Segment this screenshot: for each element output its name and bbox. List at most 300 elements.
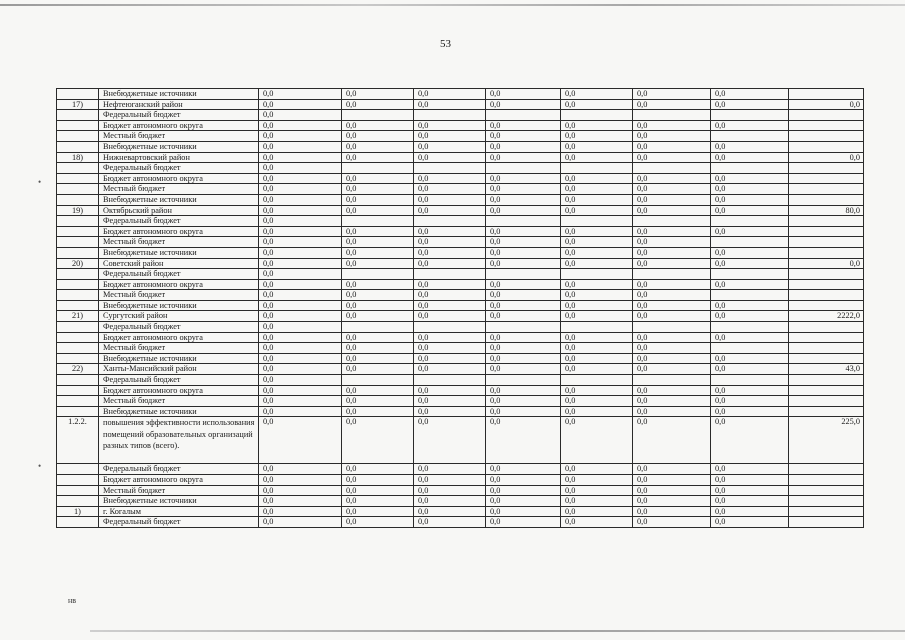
value-cell: 0,0 (342, 475, 414, 486)
value-cell (561, 110, 633, 121)
margin-dot-mark: • (38, 177, 42, 187)
value-cell: 0,0 (259, 89, 342, 100)
table-row (57, 475, 864, 486)
value-cell: 0,0 (414, 506, 486, 517)
value-cell (414, 110, 486, 121)
row-number-cell (57, 163, 99, 174)
value-cell: 0,0 (259, 311, 342, 322)
value-cell: 0,0 (259, 120, 342, 131)
value-cell: 0,0 (633, 385, 711, 396)
value-cell: 0,0 (414, 152, 486, 163)
row-name-cell: Федеральный бюджет (99, 464, 259, 475)
value-cell: 0,0 (259, 364, 342, 375)
table-row (57, 364, 864, 375)
value-cell: 0,0 (259, 396, 342, 407)
row-name-cell: Внебюджетные источники (99, 300, 259, 311)
value-cell (486, 269, 561, 280)
value-cell: 0,0 (561, 406, 633, 417)
value-cell: 0,0 (561, 237, 633, 248)
value-cell: 0,0 (711, 152, 789, 163)
value-cell: 0,0 (711, 496, 789, 507)
value-cell: 0,0 (633, 506, 711, 517)
row-name-cell: повышения эффективности использования помещений образовательных организаций разных типов (всего). (99, 417, 259, 464)
value-cell: 0,0 (414, 89, 486, 100)
value-cell: 0,0 (561, 89, 633, 100)
value-cell (486, 375, 561, 386)
value-cell (711, 375, 789, 386)
value-cell: 0,0 (633, 406, 711, 417)
row-name-cell: Местный бюджет (99, 131, 259, 142)
table-row (57, 343, 864, 354)
value-cell: 0,0 (711, 475, 789, 486)
value-cell (633, 163, 711, 174)
value-cell: 0,0 (486, 290, 561, 301)
value-cell: 0,0 (486, 247, 561, 258)
value-cell: 0,0 (342, 290, 414, 301)
value-cell: 0,0 (561, 517, 633, 528)
row-name-cell: Местный бюджет (99, 290, 259, 301)
value-cell: 0,0 (633, 131, 711, 142)
value-cell: 0,0 (259, 475, 342, 486)
row-name-cell: Бюджет автономного округа (99, 120, 259, 131)
value-cell: 0,0 (342, 332, 414, 343)
row-name-cell: Бюджет автономного округа (99, 226, 259, 237)
row-name-cell: Внебюджетные источники (99, 141, 259, 152)
value-cell: 0,0 (414, 396, 486, 407)
row-name-cell: Местный бюджет (99, 237, 259, 248)
value-cell: 0,0 (633, 141, 711, 152)
value-cell (711, 131, 789, 142)
value-cell: 0,0 (561, 99, 633, 110)
value-cell: 0,0 (414, 311, 486, 322)
value-cell: 0,0 (414, 364, 486, 375)
value-cell: 0,0 (561, 475, 633, 486)
value-cell: 0,0 (414, 279, 486, 290)
value-cell: 0,0 (414, 173, 486, 184)
value-cell: 0,0 (561, 290, 633, 301)
row-number-cell: 19) (57, 205, 99, 216)
value-cell: 0,0 (259, 332, 342, 343)
value-cell: 0,0 (486, 396, 561, 407)
value-cell: 0,0 (486, 485, 561, 496)
value-cell: 0,0 (633, 464, 711, 475)
value-cell: 0,0 (342, 120, 414, 131)
value-cell: 0,0 (486, 506, 561, 517)
value-cell (789, 300, 864, 311)
value-cell: 0,0 (561, 396, 633, 407)
value-cell: 0,0 (561, 258, 633, 269)
row-name-cell: Нефтеюганский район (99, 99, 259, 110)
value-cell: 0,0 (711, 258, 789, 269)
value-cell: 0,0 (342, 141, 414, 152)
value-cell: 0,0 (561, 184, 633, 195)
table-row (57, 417, 864, 464)
value-cell (789, 141, 864, 152)
row-name-cell: г. Когалым (99, 506, 259, 517)
value-cell: 0,0 (561, 343, 633, 354)
value-cell (414, 269, 486, 280)
value-cell (711, 216, 789, 227)
table-row (57, 184, 864, 195)
value-cell: 0,0 (711, 173, 789, 184)
value-cell: 80,0 (789, 205, 864, 216)
value-cell (789, 343, 864, 354)
value-cell: 0,0 (561, 506, 633, 517)
value-cell: 0,0 (414, 99, 486, 110)
table-row (57, 385, 864, 396)
value-cell: 0,0 (486, 141, 561, 152)
value-cell: 0,0 (342, 364, 414, 375)
value-cell: 0,0 (259, 110, 342, 121)
row-number-cell (57, 385, 99, 396)
value-cell (414, 375, 486, 386)
value-cell: 0,0 (633, 247, 711, 258)
table-row (57, 89, 864, 100)
value-cell: 0,0 (561, 131, 633, 142)
row-name-cell: Бюджет автономного округа (99, 173, 259, 184)
table-row (57, 517, 864, 528)
row-name-cell: Бюджет автономного округа (99, 279, 259, 290)
row-name-cell: Ханты-Мансийский район (99, 364, 259, 375)
row-number-cell (57, 110, 99, 121)
value-cell: 0,0 (414, 332, 486, 343)
value-cell: 0,0 (633, 396, 711, 407)
table-row (57, 506, 864, 517)
value-cell: 0,0 (711, 417, 789, 464)
value-cell: 0,0 (414, 247, 486, 258)
value-cell (789, 385, 864, 396)
value-cell: 0,0 (342, 311, 414, 322)
value-cell: 0,0 (561, 300, 633, 311)
value-cell: 0,0 (633, 343, 711, 354)
value-cell: 0,0 (561, 385, 633, 396)
value-cell (789, 163, 864, 174)
row-name-cell: Федеральный бюджет (99, 517, 259, 528)
value-cell: 0,0 (486, 385, 561, 396)
value-cell (789, 237, 864, 248)
value-cell (789, 247, 864, 258)
value-cell (789, 120, 864, 131)
value-cell (789, 375, 864, 386)
value-cell: 0,0 (711, 517, 789, 528)
value-cell: 0,0 (711, 141, 789, 152)
value-cell: 0,0 (486, 237, 561, 248)
value-cell: 0,0 (633, 496, 711, 507)
value-cell: 0,0 (342, 406, 414, 417)
value-cell (486, 110, 561, 121)
table-row (57, 247, 864, 258)
table-row (57, 311, 864, 322)
value-cell: 0,0 (414, 194, 486, 205)
value-cell: 0,0 (486, 173, 561, 184)
value-cell (711, 269, 789, 280)
row-number-cell (57, 194, 99, 205)
value-cell: 0,0 (414, 205, 486, 216)
table-row (57, 110, 864, 121)
row-number-cell (57, 353, 99, 364)
table-row (57, 290, 864, 301)
row-number-cell (57, 247, 99, 258)
value-cell (789, 279, 864, 290)
value-cell: 225,0 (789, 417, 864, 464)
budget-table (56, 88, 864, 528)
value-cell: 0,0 (561, 152, 633, 163)
row-number-cell (57, 406, 99, 417)
value-cell: 0,0 (486, 496, 561, 507)
table-row (57, 226, 864, 237)
row-number-cell (57, 496, 99, 507)
value-cell: 0,0 (486, 184, 561, 195)
value-cell: 0,0 (711, 184, 789, 195)
value-cell: 0,0 (259, 385, 342, 396)
table-row (57, 396, 864, 407)
value-cell: 0,0 (259, 269, 342, 280)
value-cell (711, 322, 789, 333)
value-cell: 0,0 (486, 332, 561, 343)
value-cell: 0,0 (486, 131, 561, 142)
value-cell: 0,0 (342, 485, 414, 496)
value-cell: 0,0 (414, 464, 486, 475)
value-cell: 0,0 (486, 89, 561, 100)
value-cell: 0,0 (342, 226, 414, 237)
row-name-cell: Октябрьский район (99, 205, 259, 216)
table-row (57, 141, 864, 152)
table-row (57, 353, 864, 364)
value-cell: 0,0 (342, 173, 414, 184)
value-cell (789, 496, 864, 507)
row-number-cell: 22) (57, 364, 99, 375)
value-cell: 0,0 (342, 300, 414, 311)
row-number-cell (57, 343, 99, 354)
row-number-cell (57, 290, 99, 301)
value-cell: 0,0 (342, 464, 414, 475)
value-cell: 0,0 (259, 417, 342, 464)
value-cell: 0,0 (259, 237, 342, 248)
value-cell (789, 396, 864, 407)
value-cell (342, 216, 414, 227)
value-cell: 0,0 (633, 364, 711, 375)
scan-bottom-edge (90, 630, 905, 632)
value-cell: 0,0 (342, 353, 414, 364)
value-cell: 0,0 (561, 247, 633, 258)
value-cell: 0,0 (259, 353, 342, 364)
value-cell: 0,0 (486, 406, 561, 417)
value-cell: 0,0 (414, 131, 486, 142)
table-row (57, 237, 864, 248)
table-row (57, 131, 864, 142)
value-cell: 0,0 (259, 322, 342, 333)
value-cell: 0,0 (633, 485, 711, 496)
value-cell: 0,0 (259, 163, 342, 174)
row-number-cell (57, 184, 99, 195)
value-cell: 0,0 (414, 343, 486, 354)
value-cell: 0,0 (561, 464, 633, 475)
row-number-cell (57, 141, 99, 152)
value-cell: 0,0 (259, 290, 342, 301)
row-number-cell (57, 120, 99, 131)
row-name-cell: Советский район (99, 258, 259, 269)
value-cell: 0,0 (259, 279, 342, 290)
value-cell: 0,0 (561, 194, 633, 205)
value-cell: 0,0 (711, 205, 789, 216)
value-cell: 0,0 (259, 496, 342, 507)
table-row (57, 120, 864, 131)
value-cell (633, 269, 711, 280)
value-cell (789, 464, 864, 475)
value-cell: 0,0 (711, 364, 789, 375)
value-cell (633, 322, 711, 333)
value-cell (789, 173, 864, 184)
row-number-cell (57, 237, 99, 248)
value-cell: 0,0 (486, 205, 561, 216)
value-cell: 0,0 (561, 332, 633, 343)
table-row (57, 163, 864, 174)
value-cell (342, 322, 414, 333)
value-cell: 0,0 (711, 406, 789, 417)
value-cell: 0,0 (711, 194, 789, 205)
value-cell: 0,0 (342, 517, 414, 528)
row-number-cell (57, 396, 99, 407)
row-number-cell: 20) (57, 258, 99, 269)
row-name-cell: Внебюджетные источники (99, 194, 259, 205)
row-name-cell: Федеральный бюджет (99, 375, 259, 386)
value-cell: 0,0 (259, 517, 342, 528)
value-cell (789, 506, 864, 517)
table-row (57, 496, 864, 507)
value-cell: 0,0 (711, 464, 789, 475)
value-cell: 0,0 (414, 237, 486, 248)
value-cell (789, 89, 864, 100)
value-cell (789, 406, 864, 417)
value-cell (561, 375, 633, 386)
value-cell: 0,0 (414, 475, 486, 486)
row-name-cell: Местный бюджет (99, 343, 259, 354)
table-row (57, 258, 864, 269)
value-cell (789, 322, 864, 333)
row-number-cell: 17) (57, 99, 99, 110)
value-cell (789, 475, 864, 486)
value-cell: 0,0 (789, 152, 864, 163)
value-cell: 0,0 (633, 258, 711, 269)
value-cell: 0,0 (414, 385, 486, 396)
table-row (57, 322, 864, 333)
value-cell (561, 216, 633, 227)
value-cell: 0,0 (259, 152, 342, 163)
value-cell: 0,0 (414, 496, 486, 507)
value-cell (789, 269, 864, 280)
value-cell: 0,0 (414, 120, 486, 131)
value-cell: 0,0 (414, 300, 486, 311)
row-number-cell (57, 464, 99, 475)
value-cell: 0,0 (259, 258, 342, 269)
value-cell (789, 226, 864, 237)
table-row (57, 205, 864, 216)
value-cell: 0,0 (711, 99, 789, 110)
value-cell (342, 163, 414, 174)
value-cell: 0,0 (711, 332, 789, 343)
value-cell: 0,0 (711, 385, 789, 396)
value-cell: 0,0 (342, 417, 414, 464)
value-cell: 0,0 (486, 300, 561, 311)
value-cell: 0,0 (633, 517, 711, 528)
table-row (57, 279, 864, 290)
value-cell: 0,0 (633, 226, 711, 237)
value-cell (711, 290, 789, 301)
value-cell: 0,0 (633, 353, 711, 364)
value-cell: 0,0 (342, 279, 414, 290)
value-cell (342, 269, 414, 280)
value-cell: 0,0 (633, 332, 711, 343)
value-cell (789, 194, 864, 205)
row-name-cell: Внебюджетные источники (99, 89, 259, 100)
page-number: 53 (440, 38, 451, 50)
row-name-cell: Федеральный бюджет (99, 163, 259, 174)
value-cell: 0,0 (561, 205, 633, 216)
value-cell: 0,0 (486, 353, 561, 364)
footer-mark: нв (68, 596, 77, 605)
value-cell: 0,0 (486, 475, 561, 486)
row-number-cell: 18) (57, 152, 99, 163)
value-cell: 0,0 (259, 131, 342, 142)
value-cell: 0,0 (486, 258, 561, 269)
value-cell: 0,0 (633, 290, 711, 301)
value-cell: 0,0 (259, 300, 342, 311)
value-cell: 0,0 (486, 226, 561, 237)
value-cell: 0,0 (633, 194, 711, 205)
row-name-cell: Федеральный бюджет (99, 110, 259, 121)
value-cell (711, 237, 789, 248)
table-row (57, 375, 864, 386)
table-row (57, 485, 864, 496)
value-cell (414, 163, 486, 174)
value-cell: 0,0 (486, 99, 561, 110)
value-cell: 0,0 (711, 300, 789, 311)
value-cell: 0,0 (561, 417, 633, 464)
row-number-cell (57, 300, 99, 311)
value-cell: 0,0 (711, 353, 789, 364)
value-cell: 0,0 (561, 353, 633, 364)
row-name-cell: Бюджет автономного округа (99, 332, 259, 343)
value-cell: 0,0 (342, 89, 414, 100)
value-cell: 0,0 (414, 353, 486, 364)
value-cell: 0,0 (342, 99, 414, 110)
value-cell: 0,0 (486, 152, 561, 163)
value-cell (342, 110, 414, 121)
value-cell (789, 290, 864, 301)
value-cell: 0,0 (711, 506, 789, 517)
row-number-cell (57, 517, 99, 528)
value-cell: 0,0 (633, 417, 711, 464)
value-cell: 0,0 (259, 485, 342, 496)
value-cell (486, 216, 561, 227)
value-cell: 0,0 (633, 311, 711, 322)
row-name-cell: Внебюджетные источники (99, 496, 259, 507)
value-cell: 0,0 (486, 464, 561, 475)
value-cell: 0,0 (711, 226, 789, 237)
value-cell: 0,0 (633, 300, 711, 311)
value-cell: 0,0 (486, 364, 561, 375)
value-cell: 0,0 (633, 120, 711, 131)
value-cell: 0,0 (414, 517, 486, 528)
row-number-cell (57, 322, 99, 333)
margin-dot-mark: • (38, 461, 42, 471)
row-number-cell (57, 173, 99, 184)
value-cell: 0,0 (342, 205, 414, 216)
value-cell: 0,0 (561, 496, 633, 507)
value-cell: 0,0 (259, 173, 342, 184)
value-cell: 0,0 (342, 131, 414, 142)
scan-top-edge (0, 4, 905, 6)
